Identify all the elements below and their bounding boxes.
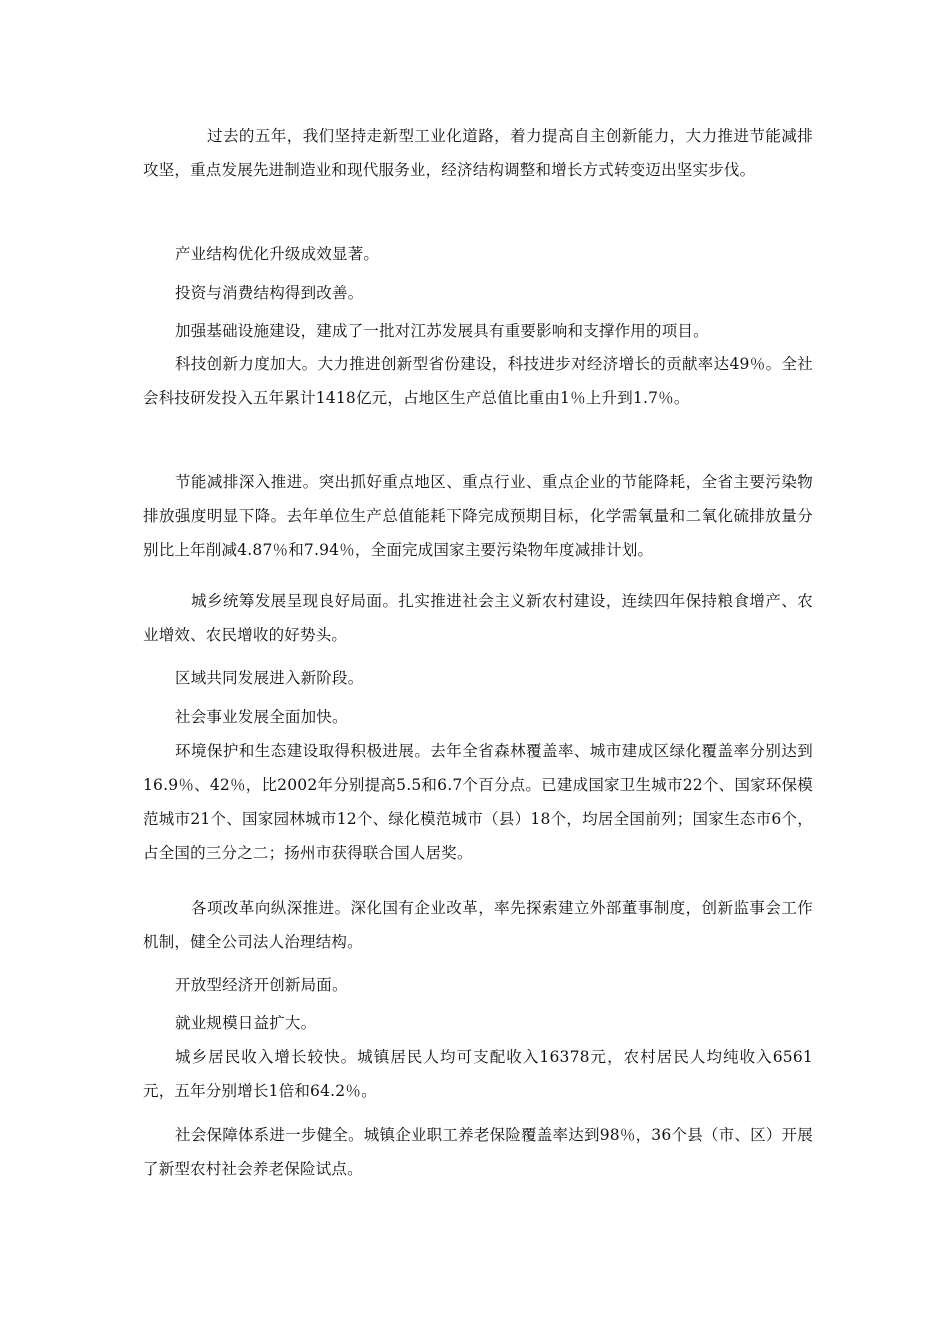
paragraph-employment: 就业规模日益扩大。 [175, 1014, 317, 1032]
paragraph-environment: 环境保护和生态建设取得积极进展。去年全省森林覆盖率、城市建成区绿化覆盖率分别达到16.9％、42％，比2002年分别提高5.5和6.7个百分点。已建成国家卫生城市22个、国家环保模范城市21个、国家园林城市12个、绿化模范城市（县）18个，均居全国前列；国家生态市6个，占全国的三分之二；扬州市获得联合国人居奖。 [143, 742, 813, 862]
paragraph-social-security: 社会保障体系进一步健全。城镇企业职工养老保险覆盖率达到98％，36个县（市、区）开展了新型农村社会养老保险试点。 [143, 1126, 813, 1178]
paragraph-five-years: 过去的五年，我们坚持走新型工业化道路，着力提高自主创新能力，大力推进节能减排攻坚，重点发展先进制造业和现代服务业，经济结构调整和增长方式转变迈出坚实步伐。 [143, 127, 813, 179]
paragraph-tech-innovation: 科技创新力度加大。大力推进创新型省份建设，科技进步对经济增长的贡献率达49％。全社会科技研发投入五年累计1418亿元，占地区生产总值比重由1％上升到1.7％。 [143, 355, 813, 407]
paragraph-infrastructure: 加强基础设施建设，建成了一批对江苏发展具有重要影响和支撑作用的项目。 [175, 322, 709, 340]
paragraph-investment-consumption: 投资与消费结构得到改善。 [175, 284, 364, 302]
paragraph-open-economy: 开放型经济开创新局面。 [175, 976, 348, 994]
paragraph-regional-development: 区域共同发展进入新阶段。 [175, 669, 364, 687]
paragraph-income: 城乡居民收入增长较快。城镇居民人均可支配收入16378元，农村居民人均纯收入6561元，五年分别增长1倍和64.2％。 [143, 1048, 813, 1100]
paragraph-urban-rural: 城乡统筹发展呈现良好局面。扎实推进社会主义新农村建设，连续四年保持粮食增产、农业增效、农民增收的好势头。 [143, 592, 813, 644]
paragraph-reform: 各项改革向纵深推进。深化国有企业改革，率先探索建立外部董事制度，创新监事会工作机制，健全公司法人治理结构。 [143, 899, 813, 951]
paragraph-industrial-structure: 产业结构优化升级成效显著。 [175, 245, 380, 263]
paragraph-energy-saving: 节能减排深入推进。突出抓好重点地区、重点行业、重点企业的节能降耗，全省主要污染物排放强度明显下降。去年单位生产总值能耗下降完成预期目标，化学需氧量和二氧化硫排放量分别比上年削减4.87％和7.94％，全面完成国家主要污染物年度减排计划。 [143, 473, 813, 559]
paragraph-social-undertakings: 社会事业发展全面加快。 [175, 708, 348, 726]
